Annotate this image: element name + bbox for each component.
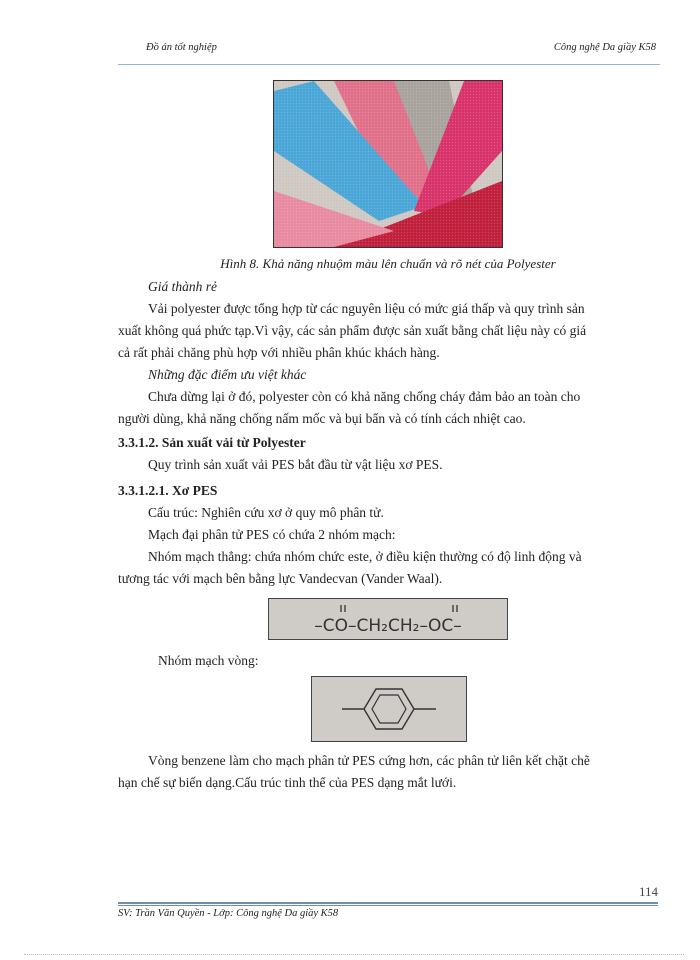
benzene-paragraph-line-2: hạn chế sự biến dạng.Cấu trúc tinh thể của PES dạng mắt lưới. — [118, 775, 457, 790]
footer-divider — [118, 902, 658, 904]
price-paragraph-line-1: Vải polyester được tổng hợp từ các nguyên liệu có mức giá thấp và quy trình sản — [148, 301, 585, 316]
section-3312-heading: 3.3.1.2. Sản xuất vải từ Polyester — [118, 435, 306, 450]
linear-group-line-2: tương tác với mạch bên bằng lực Vandecvan (Vander Waal). — [118, 571, 443, 586]
features-paragraph-line-2: người dùng, khả năng chống nấm mốc và bụi bẩn và có tính cách nhiệt cao. — [118, 411, 526, 426]
price-paragraph-line-2: xuất không quá phức tạp.Vì vậy, các sản phẩm được sản xuất bằng chất liệu này có giá — [118, 323, 587, 338]
header-left-text: Đồ án tốt nghiệp — [146, 42, 217, 53]
footer-student-info: SV: Trần Văn Quyền - Lớp: Công nghệ Da giầy K58 — [118, 908, 339, 919]
section-3312-paragraph: Quy trình sản xuất vải PES bắt đầu từ vật liệu xơ PES. — [148, 457, 443, 472]
section-33121-heading: 3.3.1.2.1. Xơ PES — [118, 483, 218, 498]
fabric-illustration — [274, 81, 502, 247]
price-heading: Giá thành rẻ — [148, 279, 217, 294]
ester-formula-text: –CO–CH₂CH₂–OC– — [314, 616, 462, 636]
footer-divider-thin — [118, 905, 658, 906]
features-heading: Những đặc điểm ưu việt khác — [148, 367, 307, 382]
price-paragraph-line-3: cả rất phải chăng phù hợp với nhiều phân khúc khách hàng. — [118, 345, 440, 360]
benzene-paragraph-line-1: Vòng benzene làm cho mạch phân tử PES cứng hơn, các phân tử liên kết chặt chẽ — [148, 753, 590, 768]
linear-chain-formula-image — [268, 598, 508, 640]
groups-paragraph: Mạch đại phân tử PES có chứa 2 nhóm mạch: — [148, 527, 396, 542]
features-paragraph-line-1: Chưa dừng lại ở đó, polyester còn có khả năng chống cháy đảm bảo an toàn cho — [148, 389, 581, 404]
figure-caption: Hình 8. Khả năng nhuộm màu lên chuẩn và rõ nét của Polyester — [220, 256, 556, 271]
page-bottom-dotted-line — [24, 954, 684, 955]
ester-formula-drawing — [269, 599, 507, 639]
benzene-ring-image — [311, 676, 467, 742]
page-header — [118, 42, 660, 65]
ring-group-label: Nhóm mạch vòng: — [158, 653, 259, 668]
structure-paragraph: Cấu trúc: Nghiên cứu xơ ở quy mô phân tử. — [148, 505, 384, 520]
linear-group-line-1: Nhóm mạch thẳng: chứa nhóm chức este, ở điều kiện thường có độ linh động và — [148, 549, 582, 564]
polyester-fabric-photo — [273, 80, 503, 248]
benzene-ring-drawing — [312, 677, 466, 741]
header-right-text: Công nghệ Da giầy K58 — [553, 42, 656, 53]
page-number: 114 — [638, 884, 658, 899]
